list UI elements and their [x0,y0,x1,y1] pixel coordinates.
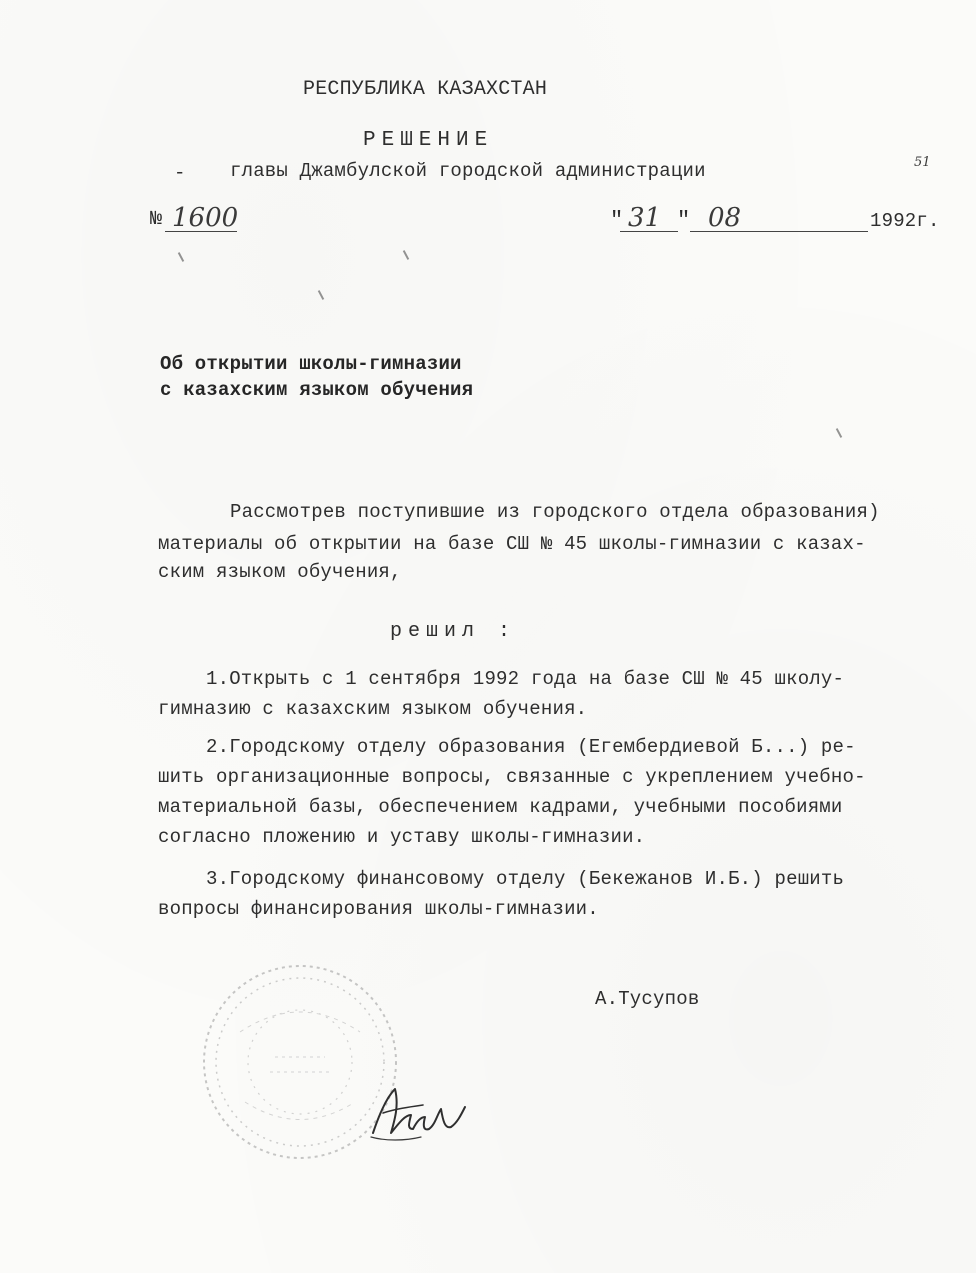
decision-title: РЕШЕНИЕ [363,129,494,152]
item-2-line-2: шить организационные вопросы, связанные с укреплением учебно- [158,766,866,788]
item-3-line-2: вопросы финансирования школы-гимназии. [158,898,599,920]
date-year: 1992г. [870,210,940,232]
subject-line-2: с казахским языком обучения [160,379,474,401]
speck-mark [836,428,842,438]
speck-mark [178,252,184,262]
registration-number: 1600 [172,203,239,233]
authority-title: главы Джамбулской городской администрации [230,160,706,182]
number-underline [165,231,237,232]
item-2-line-4: согласно пложению и уставу школы-гимназии. [158,826,646,848]
item-1-line-2: гимназию с казахским языком обучения. [158,698,588,720]
subject-line-1: Об открытии школы-гимназии [160,353,462,375]
item-3-line-1: 3.Городскому финансовому отделу (Бекежанов И.Б.) решить [206,868,845,890]
signatory-name: А.Тусупов [595,988,700,1010]
number-prefix: № [150,208,163,231]
header-dash: - [174,162,186,184]
month-underline [690,231,868,232]
date-day: 31 [628,203,662,233]
date-month: 08 [708,203,742,233]
item-1-line-1: 1.Открыть с 1 сентября 1992 года на базе СШ № 45 школу- [206,668,845,690]
preamble-line-3: ским языком обучения, [158,561,402,583]
day-underline [620,231,678,232]
date-open-quote: " [610,208,624,233]
preamble-line-1: Рассмотрев поступившие из городского отдела образования) [230,501,880,523]
speck-mark [318,290,324,300]
resolved-heading: решил : [390,620,517,643]
corner-mark: 51 [914,155,931,170]
date-close-quote: " [677,208,691,233]
preamble-line-2: материалы об открытии на базе СШ № 45 школы-гимназии с казах- [158,533,866,555]
republic-title: РЕСПУБЛИКА КАЗАХСТАН [303,78,548,101]
handwritten-signature-icon [365,1075,475,1145]
speck-mark [403,250,409,260]
item-2-line-3: материальной базы, обеспечением кадрами, учебными пособиями [158,796,843,818]
item-2-line-1: 2.Городскому отделу образования (Егембердиевой Б...) ре- [206,736,856,758]
